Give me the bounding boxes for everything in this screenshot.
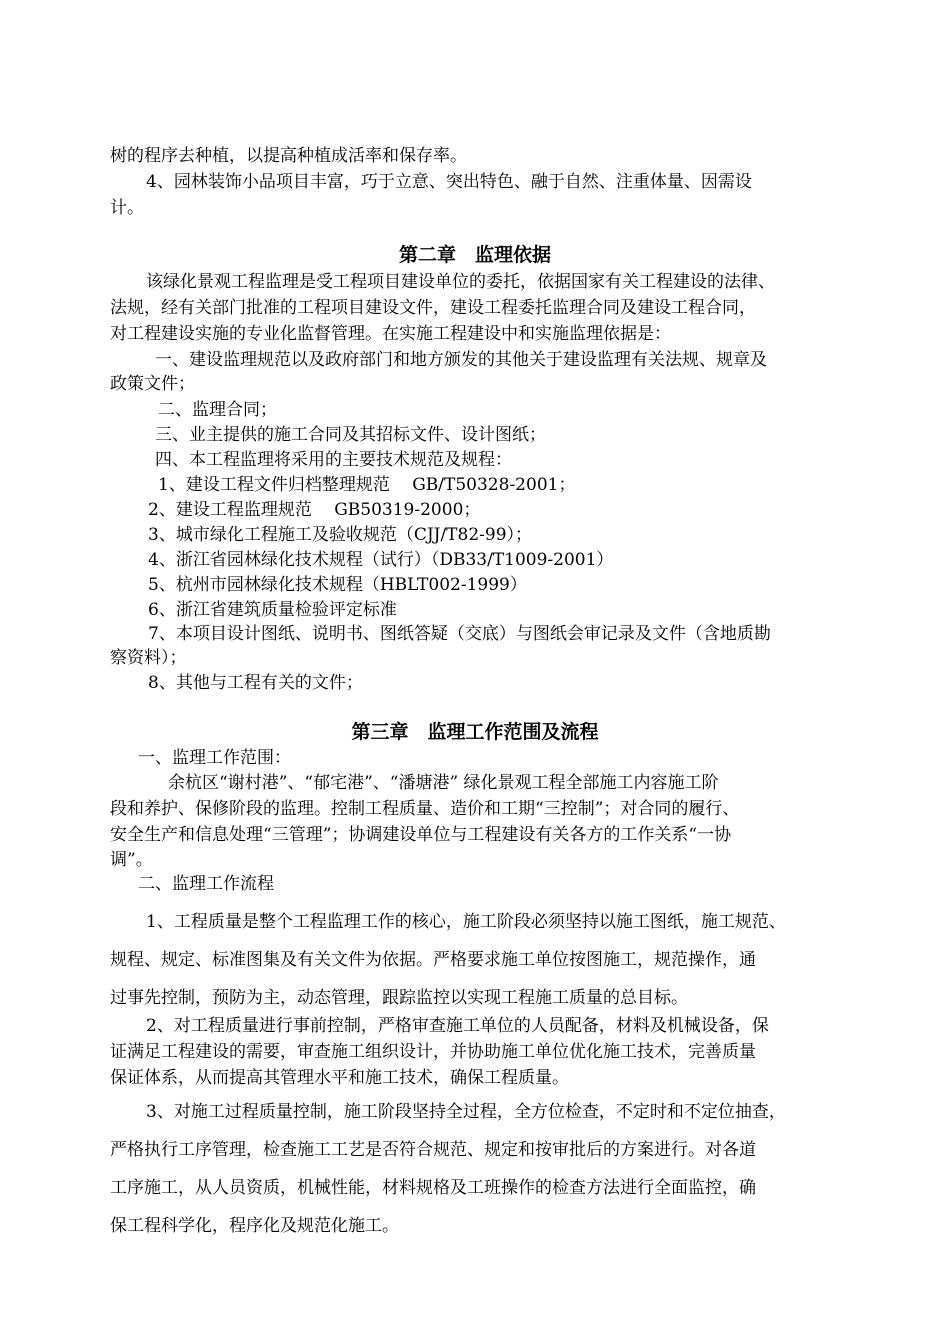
spec-item: 2、建设工程监理规范 GB50319-2000； [148, 500, 481, 520]
basis-item-2: 二、监理合同； [158, 400, 277, 420]
chapter-2-title: 第二章 监理依据 [398, 244, 551, 266]
basis-item-3: 三、业主提供的施工合同及其招标文件、设计图纸； [155, 425, 546, 445]
flow-3-line: 工序施工，从人员资质，机械性能，材料规格及工班操作的检查方法进行全面监控，确 [110, 1178, 756, 1198]
chapter-2-para-line: 对工程建设实施的专业化监督管理。在实施工程建设中和实施监理依据是： [110, 324, 671, 344]
scope-text-line: 调”。 [110, 850, 153, 870]
spec-item: 1、建设工程文件归档整理规范 GB/T50328-2001； [158, 475, 576, 495]
flow-2-line: 2、对工程质量进行事前控制，严格审查施工单位的人员配备，材料及机械设备，保 [146, 1016, 769, 1036]
intro-line-1: 树的程序去种植，以提高种植成活率和保存率。 [110, 146, 467, 166]
spec-item: 3、城市绿化工程施工及验收规范（CJJ/T82-99）； [148, 525, 533, 545]
spec-item: 5、杭州市园林绿化技术规程（HBLT002-1999） [148, 575, 527, 595]
basis-item-1-cont: 政策文件； [110, 374, 195, 394]
basis-item-1: 一、建设监理规范以及政府部门和地方颁发的其他关于建设监理有关法规、规章及 [155, 350, 767, 370]
spec-item-8: 8、其他与工程有关的文件； [148, 673, 363, 693]
flow-2-line: 保证体系，从而提高其管理水平和施工技术，确保工程质量。 [110, 1068, 569, 1088]
flow-heading: 二、监理工作流程 [138, 874, 274, 894]
flow-3-line: 保工程科学化，程序化及规范化施工。 [110, 1216, 399, 1236]
intro-line-3: 计。 [110, 198, 144, 218]
intro-line-2: 4、园林装饰小品项目丰富，巧于立意、突出特色、融于自然、注重体量、因需设 [146, 172, 752, 192]
scope-text-line: 安全生产和信息处理“三管理”；协调建设单位与工程建设有关各方的工作关系“一协 [110, 825, 732, 845]
flow-2-line: 证满足工程建设的需要，审查施工组织设计，并协助施工单位优化施工技术，完善质量 [110, 1042, 756, 1062]
flow-1-line: 1、工程质量是整个工程监理工作的核心，施工阶段必须坚持以施工图纸，施工规范、 [146, 912, 786, 932]
spec-item-7-cont: 察资料）； [110, 648, 187, 668]
scope-text-line: 段和养护、保修阶段的监理。控制工程质量、造价和工期“三控制”；对合同的履行、 [110, 799, 740, 819]
chapter-3-title: 第三章 监理工作范围及流程 [351, 721, 599, 743]
spec-item: 4、浙江省园林绿化技术规程（试行）（DB33/T1009-2001） [148, 550, 614, 570]
scope-heading: 一、监理工作范围： [138, 748, 291, 768]
flow-3-line: 严格执行工序管理，检查施工工艺是否符合规范、规定和按审批后的方案进行。对各道 [110, 1140, 756, 1160]
flow-1-line: 规程、规定、标准图集及有关文件为依据。严格要求施工单位按图施工，规范操作，通 [110, 950, 756, 970]
spec-item: 6、浙江省建筑质量检验评定标准 [148, 600, 397, 620]
spec-item-7: 7、本项目设计图纸、说明书、图纸答疑（交底）与图纸会审记录及文件（含地质勘 [148, 624, 771, 644]
chapter-2-para-line: 法规，经有关部门批准的工程项目建设文件，建设工程委托监理合同及建设工程合同， [110, 298, 756, 318]
scope-text-line: 余杭区“谢村港”、“郁宅港”、“潘塘港” 绿化景观工程全部施工内容施工阶 [168, 773, 719, 793]
flow-1-line: 过事先控制，预防为主，动态管理，跟踪监控以实现工程施工质量的总目标。 [110, 988, 688, 1008]
basis-item-4: 四、本工程监理将采用的主要技术规范及规程： [155, 450, 512, 470]
chapter-2-para-line: 该绿化景观工程监理是受工程项目建设单位的委托，依据国家有关工程建设的法律、 [146, 272, 775, 292]
flow-3-line: 3、对施工过程质量控制，施工阶段坚持全过程，全方位检查，不定时和不定位抽查， [146, 1102, 786, 1122]
